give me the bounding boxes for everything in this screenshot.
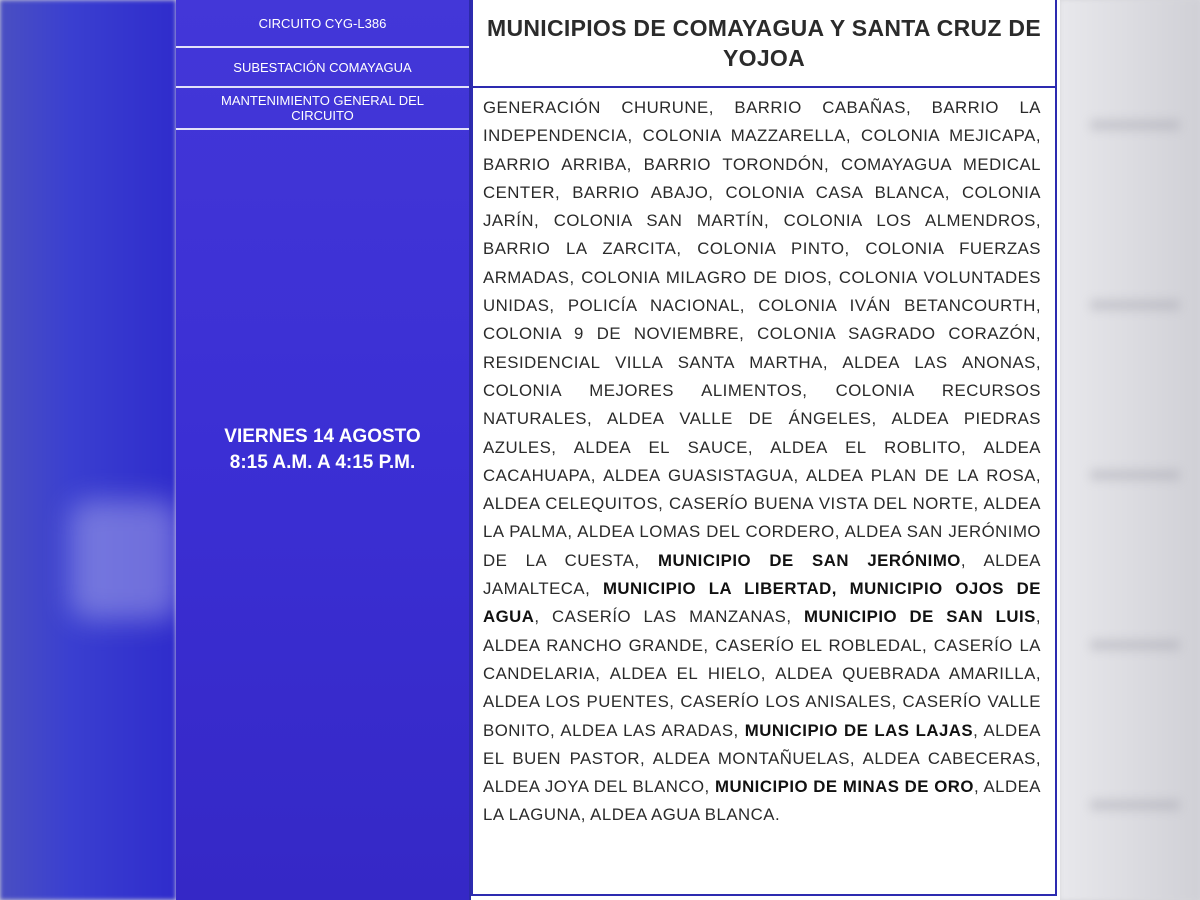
outage-notice-card [176,0,1060,900]
locations-segment: , ALDEA RANCHO GRANDE, CASERÍO EL ROBLEDAL, CASERÍO LA CANDELARIA, ALDEA EL HIELO, ALDEA QUEBRADA AMARILLA, ALDEA LOS PUENTES, CASERÍO LOS ANISALES, CASERÍO VALLE BONITO, ALDEA LAS ARADAS, [483,607,1041,740]
background-blur-right [1060,0,1200,900]
page-title: MUNICIPIOS DE COMAYAGUA Y SANTA CRUZ DE YOJOA [487,15,1041,71]
circuit-info-panel [176,0,469,900]
municipality-highlight: MUNICIPIO DE LAS LAJAS [744,720,974,740]
locations-segment: , ALDEA EL BUEN PASTOR, ALDEA MONTAÑUELAS, ALDEA CABECERAS, ALDEA JOYA DEL BLANCO, [483,720,1041,797]
schedule-time: 8:15 A.M. A 4:15 P.M. [229,452,416,473]
municipality-highlight: MUNICIPIO DE SAN JERÓNIMO [657,550,961,570]
municipality-highlight: MUNICIPIO DE MINAS DE ORO [714,777,974,797]
schedule-day: VIERNES 14 AGOSTO [224,426,421,447]
locations-segment: , ALDEA LA LAGUNA, ALDEA AGUA BLANCA. [483,777,1041,825]
background-blur-line [1090,800,1180,810]
locations-list [483,94,1041,830]
background-blur-shape [70,500,180,620]
background-blur-left [0,0,176,900]
locations-segment: , ALDEA JAMALTECA, [483,550,1041,599]
locations-segment: , CASERÍO LAS MANZANAS, [534,607,804,627]
background-blur-line [1090,470,1180,480]
background-blur-line [1090,120,1180,130]
title-box [471,0,1057,88]
background-blur-line [1090,300,1180,310]
substation-label: SUBESTACIÓN COMAYAGUA [176,48,469,88]
municipality-highlight: MUNICIPIO DE SAN LUIS [803,607,1036,627]
circuit-label: CIRCUITO CYG-L386 [176,0,469,48]
schedule-block [176,424,469,476]
locations-box [471,88,1057,896]
locations-segment: GENERACIÓN CHURUNE, BARRIO CABAÑAS, BARRIO LA INDEPENDENCIA, COLONIA MAZZARELLA, COLONIA MEJICAPA, BARRIO ARRIBA, BARRIO TORONDÓN, COMAYAGUA MEDICAL CENTER, BARRIO ABAJO, COLONIA CASA BLANCA, COLONIA JARÍN, COLONIA SAN MARTÍN, COLONIA LOS ALMENDROS, BARRIO LA ZARCITA, COLONIA PINTO, COLONIA FUERZAS ARMADAS, COLONIA MILAGRO DE DIOS, COLONIA VOLUNTADES UNIDAS, POLICÍA NACIONAL, COLONIA IVÁN BETANCOURTH, COLONIA 9 DE NOVIEMBRE, COLONIA SAGRADO CORAZÓN, RESIDENCIAL VILLA SANTA MARTHA, ALDEA LAS ANONAS, COLONIA MEJORES ALIMENTOS, COLONIA RECURSOS NATURALES, ALDEA VALLE DE ÁNGELES, ALDEA PIEDRAS AZULES, ALDEA EL SAUCE, ALDEA EL ROBLITO, ALDEA CACAHUAPA, ALDEA GUASISTAGUA, ALDEA PLAN DE LA ROSA, ALDEA CELEQUITOS, CASERÍO BUENA VISTA DEL NORTE, ALDEA LA PALMA, ALDEA LOMAS DEL CORDERO, ALDEA SAN JERÓNIMO DE LA CUESTA, [483,98,1041,570]
municipality-highlight: MUNICIPIO LA LIBERTAD, MUNICIPIO OJOS DE AGUA [483,579,1041,627]
maintenance-label: MANTENIMIENTO GENERAL DEL CIRCUITO [176,88,469,130]
background-blur-line [1090,640,1180,650]
